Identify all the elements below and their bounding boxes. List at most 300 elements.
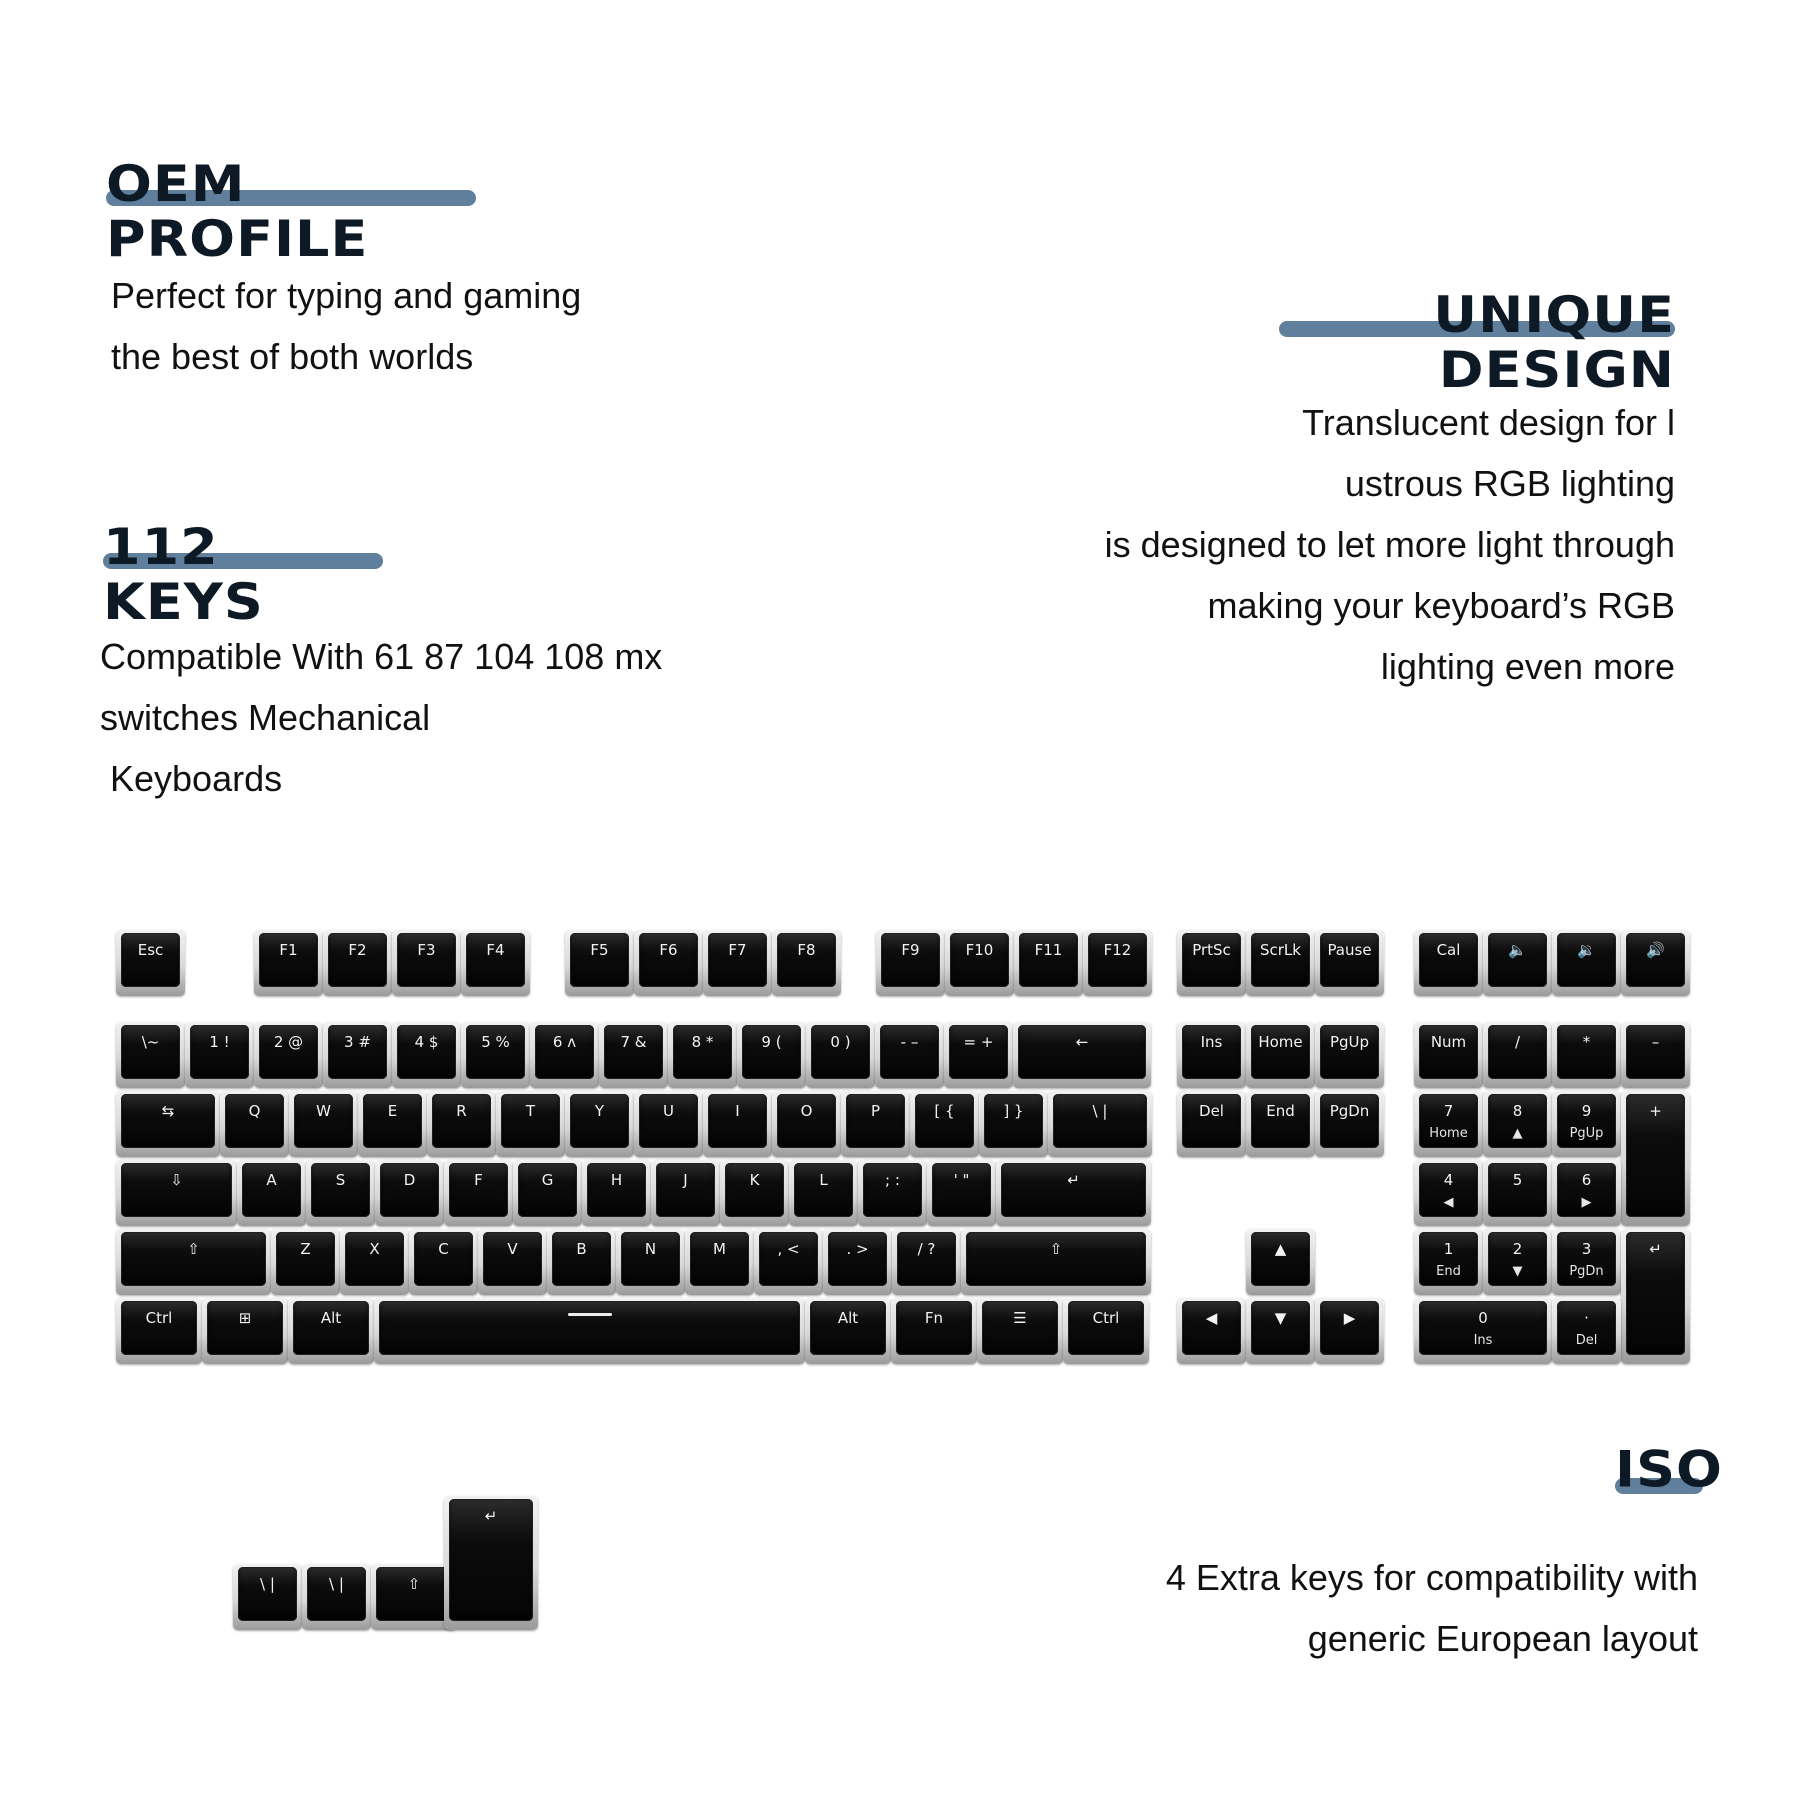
- key-f7: [703, 930, 772, 996]
- key-label: Q: [248, 1102, 261, 1120]
- keycap-top: [742, 1025, 801, 1079]
- key-label: A: [266, 1171, 277, 1189]
- key-f5: [565, 930, 634, 996]
- key-label: ⇧: [407, 1575, 421, 1593]
- key-label: ⇧: [187, 1240, 200, 1258]
- keycap-top: [1251, 1301, 1310, 1355]
- key-r: [427, 1091, 496, 1157]
- key-label: 2: [1512, 1240, 1523, 1258]
- keycap-top: [1557, 933, 1616, 987]
- key-label: 4: [1443, 1171, 1454, 1189]
- key-f12: [1083, 930, 1152, 996]
- key-arrow-left: [1177, 1298, 1246, 1364]
- key-t: [496, 1091, 565, 1157]
- key-1: [185, 1022, 254, 1088]
- key-i: [703, 1091, 772, 1157]
- keycap-top: [449, 1499, 533, 1621]
- key-sublabel: Home: [1429, 1126, 1468, 1141]
- key-cal: [1414, 930, 1483, 996]
- key-label: ; :: [885, 1171, 900, 1189]
- keycap-top: [1053, 1094, 1147, 1148]
- key-f6: [634, 930, 703, 996]
- key-f8: [772, 930, 841, 996]
- key-label: N: [644, 1240, 657, 1258]
- keycap-top: [1320, 1025, 1379, 1079]
- keycap-top: [1557, 1163, 1616, 1217]
- key-label: F4: [486, 941, 505, 959]
- key-symbol: [875, 1022, 944, 1088]
- key-label: J: [683, 1171, 688, 1189]
- key-label: ] }: [1003, 1102, 1024, 1120]
- key-sublabel: ▲: [1512, 1126, 1523, 1141]
- key-q: [220, 1091, 289, 1157]
- key-symbol: [754, 1229, 823, 1295]
- keycap-top: [1626, 1025, 1685, 1079]
- key-p: [841, 1091, 910, 1157]
- key-sublabel: ▶: [1581, 1195, 1592, 1210]
- text-line: is designed to let more light through: [1104, 524, 1675, 565]
- keycap-top: [1088, 933, 1147, 987]
- key-label: K: [749, 1171, 760, 1189]
- unique-design-title: UNIQUE DESIGN: [1433, 285, 1675, 400]
- key-numpad-num: [1414, 1022, 1483, 1088]
- key-e: [358, 1091, 427, 1157]
- keycap-top: [293, 1301, 369, 1355]
- keycap-top: [759, 1232, 818, 1286]
- key-a: [237, 1160, 306, 1226]
- key-label: ⇆: [161, 1102, 175, 1120]
- key-symbol: [858, 1160, 927, 1226]
- keycap-top: [1019, 933, 1078, 987]
- keycap-top: [1488, 1232, 1547, 1286]
- keycap-top: [949, 1025, 1008, 1079]
- key-iso-backslash: [233, 1564, 302, 1630]
- key-label: Cal: [1436, 941, 1461, 959]
- keycap-top: [881, 933, 940, 987]
- key-label: ScrLk: [1260, 941, 1301, 959]
- key-label: 🔈: [1508, 941, 1527, 959]
- key-label: Alt: [837, 1309, 859, 1327]
- key-label: R: [456, 1102, 467, 1120]
- key-label: V: [507, 1240, 518, 1258]
- key-label: 5: [1512, 1171, 1523, 1189]
- keycap-top: [518, 1163, 577, 1217]
- key-symbol: [1621, 930, 1690, 996]
- key-sublabel: ◀: [1443, 1195, 1454, 1210]
- keycap-top: [1001, 1163, 1146, 1217]
- keycap-top: [259, 933, 318, 987]
- key-label: L: [819, 1171, 828, 1189]
- oem-profile-heading: [106, 152, 476, 269]
- key-sublabel: ▼: [1512, 1264, 1523, 1279]
- keycap-top: [880, 1025, 939, 1079]
- text-line: Compatible With 61 87 104 108 mx: [100, 636, 663, 677]
- keycap-top: [1182, 1025, 1241, 1079]
- key-symbol: [823, 1229, 892, 1295]
- key-space: [374, 1298, 805, 1364]
- keycap-top: [207, 1301, 283, 1355]
- keycap-top: [1557, 1232, 1616, 1286]
- key-label: ·: [1584, 1309, 1589, 1327]
- key-label: 2 @: [273, 1033, 304, 1051]
- key-label: 0: [1478, 1309, 1488, 1327]
- key-k: [720, 1160, 789, 1226]
- keycap-top: [777, 1094, 836, 1148]
- key-l: [789, 1160, 858, 1226]
- keycap-top: [363, 1094, 422, 1148]
- key-w: [289, 1091, 358, 1157]
- key-arrow-down: [1246, 1298, 1315, 1364]
- key-ins: [1177, 1022, 1246, 1088]
- key-label: 4 $: [414, 1033, 439, 1051]
- key-label: ⇧: [1049, 1240, 1063, 1258]
- key-y: [565, 1091, 634, 1157]
- key-label: C: [438, 1240, 449, 1258]
- text-line: the best of both worlds: [111, 336, 474, 377]
- key-f9: [876, 930, 945, 996]
- key-end: [1246, 1091, 1315, 1157]
- key-numpad-symbol: [1621, 1091, 1690, 1226]
- key-label: = +: [963, 1033, 994, 1051]
- key-iso-enter: [444, 1496, 538, 1630]
- key-n: [616, 1229, 685, 1295]
- keycap-top: [121, 1094, 215, 1148]
- keycap-top: [121, 1025, 180, 1079]
- keycap-top: [673, 1025, 732, 1079]
- key-label: 6: [1581, 1171, 1592, 1189]
- keys-112-title: 112 KEYS: [103, 517, 264, 632]
- key-label: F11: [1034, 941, 1063, 959]
- key-label: –: [1651, 1033, 1660, 1051]
- keycap-top: [379, 1301, 800, 1355]
- keycap-top: [915, 1094, 974, 1148]
- keycap-top: [708, 1094, 767, 1148]
- key-symbol: [927, 1160, 996, 1226]
- keycap-top: [311, 1163, 370, 1217]
- key-h: [582, 1160, 651, 1226]
- key-label: G: [541, 1171, 554, 1189]
- key-label: F1: [279, 941, 298, 959]
- key-alt: [288, 1298, 374, 1364]
- keycap-top: [794, 1163, 853, 1217]
- key-sublabel: PgUp: [1569, 1126, 1604, 1141]
- keycap-top: [1320, 1094, 1379, 1148]
- key-numpad-del: [1552, 1298, 1621, 1364]
- key-label: ⊞: [238, 1309, 252, 1327]
- key-label: +: [1649, 1102, 1662, 1120]
- keycap-top: [1557, 1301, 1616, 1355]
- keycap-top: [1018, 1025, 1146, 1079]
- key-label: 3 #: [344, 1033, 371, 1051]
- key-label: 0 ): [830, 1033, 851, 1051]
- keycap-top: [1182, 1301, 1241, 1355]
- key-label: 7 &: [620, 1033, 647, 1051]
- key-numpad-8: [1483, 1091, 1552, 1157]
- key-label: M: [713, 1240, 726, 1258]
- keycap-top: [656, 1163, 715, 1217]
- key-symbol: [116, 1091, 220, 1157]
- key-esc: [116, 930, 185, 996]
- keycap-top: [708, 933, 767, 987]
- keycap-top: [1557, 1094, 1616, 1148]
- text-line: switches Mechanical: [100, 697, 431, 738]
- key-symbol: [116, 1022, 185, 1088]
- keycap-top: [483, 1232, 542, 1286]
- key-label: ↵: [1649, 1240, 1662, 1258]
- keycap-top: [1488, 933, 1547, 987]
- key-label: W: [316, 1102, 331, 1120]
- keycap-top: [810, 1301, 886, 1355]
- keycap-top: [897, 1232, 956, 1286]
- key-symbol: [892, 1229, 961, 1295]
- keycap-top: [1320, 1301, 1379, 1355]
- key-label: Del: [1199, 1102, 1224, 1120]
- keycap-top: [276, 1232, 335, 1286]
- key-label: 9 (: [761, 1033, 782, 1051]
- key-label: 7: [1443, 1102, 1454, 1120]
- keycap-top: [984, 1094, 1043, 1148]
- key-alt: [805, 1298, 891, 1364]
- keycap-top: [1320, 933, 1379, 987]
- keycap-top: [1488, 1163, 1547, 1217]
- text-line: lighting even more: [1380, 646, 1675, 687]
- key-label: U: [663, 1102, 674, 1120]
- key-label: , <: [777, 1240, 800, 1258]
- key-3: [323, 1022, 392, 1088]
- keycap-top: [725, 1163, 784, 1217]
- key-7: [599, 1022, 668, 1088]
- keycap-top: [570, 933, 629, 987]
- key-g: [513, 1160, 582, 1226]
- key-symbol: [979, 1091, 1048, 1157]
- key-label: *: [1582, 1033, 1591, 1051]
- key-x: [340, 1229, 409, 1295]
- key-s: [306, 1160, 375, 1226]
- key-label: F6: [659, 941, 678, 959]
- key-numpad-5: [1483, 1160, 1552, 1226]
- key-label: Num: [1430, 1033, 1467, 1051]
- key-symbol: [1048, 1091, 1152, 1157]
- keycap-top: [587, 1163, 646, 1217]
- key-pause: [1315, 930, 1384, 996]
- key-label: . >: [846, 1240, 869, 1258]
- keycap-top: [1251, 933, 1310, 987]
- key-6: [530, 1022, 599, 1088]
- key-label: ↵: [1067, 1171, 1080, 1189]
- key-label: D: [403, 1171, 416, 1189]
- keycap-top: [1182, 933, 1241, 987]
- key-symbol: [977, 1298, 1063, 1364]
- keycap-top: [552, 1232, 611, 1286]
- key-f10: [945, 930, 1014, 996]
- key-label: PgDn: [1329, 1102, 1370, 1120]
- keycap-top: [449, 1163, 508, 1217]
- key-label: End: [1266, 1102, 1295, 1120]
- key-label: ☰: [1013, 1309, 1027, 1327]
- key-label: Home: [1258, 1033, 1303, 1051]
- key-label: ←: [1075, 1033, 1089, 1051]
- key-numpad-0-ins: [1414, 1298, 1552, 1364]
- key-label: Ctrl: [145, 1309, 173, 1327]
- key-label: F5: [590, 941, 609, 959]
- key-label: F2: [348, 941, 367, 959]
- key-5: [461, 1022, 530, 1088]
- keycap-top: [190, 1025, 249, 1079]
- unique-design-heading: [1279, 283, 1675, 400]
- key-numpad-symbol: [1621, 1229, 1690, 1364]
- keycap-top: [414, 1232, 473, 1286]
- keycap-top: [863, 1163, 922, 1217]
- key-label: I: [735, 1102, 740, 1120]
- keys-112-heading: [103, 515, 383, 632]
- keycap-top: [811, 1025, 870, 1079]
- key-f: [444, 1160, 513, 1226]
- key-label: ▲: [1274, 1240, 1287, 1258]
- keycap-top: [1419, 933, 1478, 987]
- key-label: /: [1514, 1033, 1521, 1051]
- key-label: 🔉: [1577, 941, 1596, 959]
- keycap-top: [121, 933, 180, 987]
- keycap-top: [950, 933, 1009, 987]
- keycap-top: [397, 933, 456, 987]
- keycap-top: [380, 1163, 439, 1217]
- key-label: ⇩: [170, 1171, 183, 1189]
- text-line: Translucent design for l: [1302, 402, 1675, 443]
- keycap-top: [1488, 1094, 1547, 1148]
- keycap-top: [397, 1025, 456, 1079]
- key-label: B: [576, 1240, 587, 1258]
- key-label: S: [335, 1171, 346, 1189]
- key-label: Z: [300, 1240, 311, 1258]
- key-b: [547, 1229, 616, 1295]
- key-symbol: [1552, 930, 1621, 996]
- key-label: Esc: [137, 941, 164, 959]
- key-u: [634, 1091, 703, 1157]
- keycap-top: [1488, 1025, 1547, 1079]
- key-label: 5 %: [481, 1033, 510, 1051]
- key-home: [1246, 1022, 1315, 1088]
- key-del: [1177, 1091, 1246, 1157]
- key-symbol: [944, 1022, 1013, 1088]
- key-fn: [891, 1298, 977, 1364]
- keycap-top: [690, 1232, 749, 1286]
- key-numpad-3-pgdn: [1552, 1229, 1621, 1295]
- key-label: F7: [728, 941, 747, 959]
- keycap-top: [828, 1232, 887, 1286]
- key-f2: [323, 930, 392, 996]
- key-c: [409, 1229, 478, 1295]
- keycap-top: [501, 1094, 560, 1148]
- keycap-top: [1251, 1232, 1310, 1286]
- keycap-top: [121, 1301, 197, 1355]
- keycap-top: [1626, 1094, 1685, 1217]
- keycap-top: [1419, 1301, 1547, 1355]
- key-label: \ |: [329, 1575, 344, 1593]
- keycap-top: [1251, 1094, 1310, 1148]
- keycap-top: [259, 1025, 318, 1079]
- keycap-top: [570, 1094, 629, 1148]
- text-line: Perfect for typing and gaming: [111, 275, 582, 316]
- keycap-top: [1251, 1025, 1310, 1079]
- key-sublabel: Del: [1575, 1333, 1598, 1348]
- key-8: [668, 1022, 737, 1088]
- key-symbol: [961, 1229, 1151, 1295]
- key-label: 1: [1443, 1240, 1454, 1258]
- key-f3: [392, 930, 461, 996]
- keycap-top: [621, 1232, 680, 1286]
- key-label: 9: [1581, 1102, 1592, 1120]
- key-label: ▶: [1343, 1309, 1356, 1327]
- key-4: [392, 1022, 461, 1088]
- key-label: PgUp: [1329, 1033, 1370, 1051]
- keycap-top: [982, 1301, 1058, 1355]
- key-arrow-right: [1315, 1298, 1384, 1364]
- keys-112-text: [100, 626, 662, 809]
- key-numpad-9-pgup: [1552, 1091, 1621, 1157]
- key-symbol: [202, 1298, 288, 1364]
- key-f11: [1014, 930, 1083, 996]
- key-label: / ?: [917, 1240, 936, 1258]
- key-label: 8 *: [691, 1033, 714, 1051]
- key-label: Ins: [1200, 1033, 1223, 1051]
- key-label: F8: [797, 941, 816, 959]
- key-o: [772, 1091, 841, 1157]
- key-label: F9: [901, 941, 920, 959]
- key-numpad-symbol: [1621, 1022, 1690, 1088]
- key-numpad-4: [1414, 1160, 1483, 1226]
- key-label: ' ": [953, 1171, 970, 1189]
- key-sublabel: Ins: [1473, 1333, 1493, 1348]
- key-symbol: [996, 1160, 1151, 1226]
- key-label: 6 ʌ: [552, 1033, 577, 1051]
- keycap-top: [846, 1094, 905, 1148]
- keycap-top: [1419, 1232, 1478, 1286]
- keycap-top: [1557, 1025, 1616, 1079]
- key-label: PrtSc: [1192, 941, 1231, 959]
- key-label: 3: [1581, 1240, 1592, 1258]
- key-label: [ {: [934, 1102, 955, 1120]
- text-line: 4 Extra keys for compatibility with: [1165, 1557, 1698, 1598]
- iso-text: [1166, 1547, 1698, 1669]
- key-arrow-up: [1246, 1229, 1315, 1295]
- keycap-top: [307, 1567, 366, 1621]
- keycap-top: [1068, 1301, 1144, 1355]
- iso-heading: [1615, 1440, 1723, 1500]
- keycap-top: [345, 1232, 404, 1286]
- key-f1: [254, 930, 323, 996]
- keycap-top: [328, 933, 387, 987]
- keycap-top: [966, 1232, 1146, 1286]
- key-label: F12: [1103, 941, 1132, 959]
- key-numpad-7-home: [1414, 1091, 1483, 1157]
- key-numpad-symbol: [1552, 1022, 1621, 1088]
- keycap-top: [604, 1025, 663, 1079]
- keycap-top: [294, 1094, 353, 1148]
- keycap-top: [535, 1025, 594, 1079]
- key-ctrl: [1063, 1298, 1149, 1364]
- keycap-top: [639, 933, 698, 987]
- key-2: [254, 1022, 323, 1088]
- oem-profile-title: OEM PROFILE: [106, 154, 369, 269]
- key-sublabel: End: [1436, 1264, 1461, 1279]
- text-line: making your keyboard’s RGB: [1207, 585, 1675, 626]
- key-pgdn: [1315, 1091, 1384, 1157]
- key-label: \ |: [260, 1575, 275, 1593]
- key-j: [651, 1160, 720, 1226]
- key-symbol: [1483, 930, 1552, 996]
- oem-profile-text: [111, 265, 581, 387]
- keycap-top: [1419, 1094, 1478, 1148]
